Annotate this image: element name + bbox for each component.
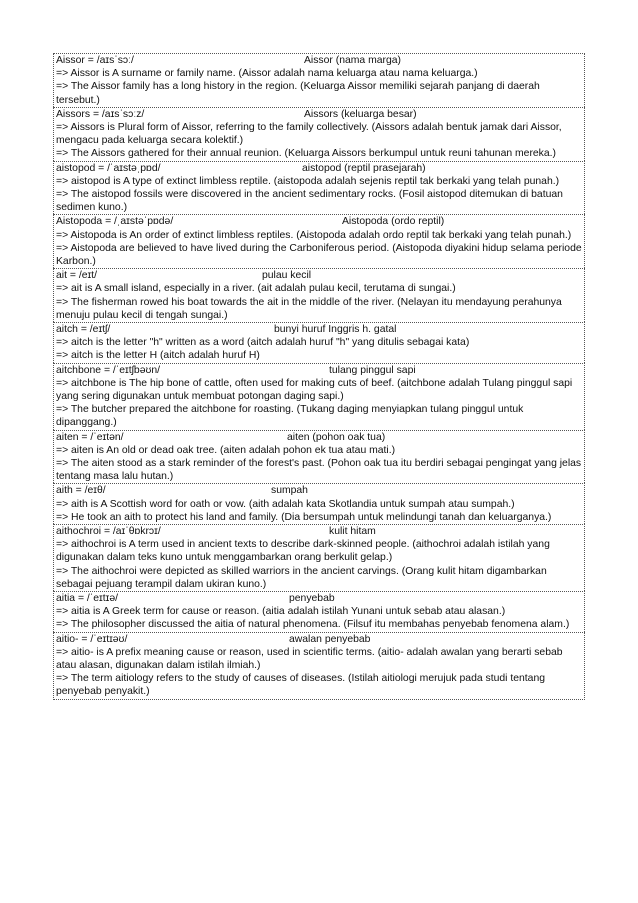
dictionary-entry	[53, 214, 585, 268]
entry-term: aiten = /ˈeɪtən/	[56, 431, 124, 443]
entry-term: aistopod = /ˈaɪstəˌpɒd/	[56, 162, 161, 174]
entry-term: aith = /eɪθ/	[56, 485, 106, 497]
entry-translation: penyebab	[289, 592, 335, 604]
entry-header	[55, 525, 583, 538]
entry-term: Aissors = /aɪsˈsɔːz/	[56, 108, 145, 120]
example-line: => aiten is An old or dead oak tree. (aiten adalah pohon ek tua atau mati.)	[56, 444, 396, 456]
entry-header	[55, 108, 583, 121]
example-line: => aistopod is A type of extinct limbless reptile. (aistopoda adalah sejenis reptil tak berkaki yang telah punah.)	[56, 175, 560, 187]
dictionary-entry	[53, 483, 585, 524]
entry-header	[55, 323, 583, 336]
example-line: => The term aitiology refers to the study of causes of diseases. (Istilah aitiologi merujuk pada studi tentang penyebab penyakit.)	[56, 673, 546, 698]
dictionary-entry	[53, 322, 585, 363]
example-line: => ait is A small island, especially in a river. (ait adalah pulau kecil, terutama di sungai.)	[56, 283, 456, 295]
example-line: => aitio- is A prefix meaning cause or reason, used in scientific terms. (aitio- adalah awalan yang berarti sebab atau alasan, digunakan dalam istilah ilmiah.)	[56, 646, 563, 671]
entry-header	[55, 431, 583, 444]
entry-header	[55, 54, 583, 67]
example-line: => The butcher prepared the aitchbone for roasting. (Tukang daging menyiapkan tulang pinggul untuk dipanggang.)	[56, 404, 524, 429]
example-line: => The aiten stood as a stark reminder of the forest's past. (Pohon oak tua itu berdiri sebagai pengingat yang jelas tentang masa lalu hutan.)	[56, 457, 582, 483]
dictionary-entry	[53, 268, 585, 322]
entry-translation: aistopod (reptil prasejarah)	[302, 162, 426, 174]
entry-header	[55, 592, 583, 605]
entry-term: aithochroi = /aɪˈθɒkrɔɪ/	[56, 525, 161, 537]
entry-translation: bunyi huruf Inggris h. gatal	[274, 323, 397, 335]
example-line: => Aistopoda are believed to have lived during the Carboniferous period. (Aistopoda diyakini hidup selama periode Karbon.)	[56, 242, 582, 267]
entry-term: Aistopoda = /ˌaɪstəˈpɒdə/	[56, 216, 174, 228]
example-line: => Aistopoda is An order of extinct limbless reptiles. (Aistopoda adalah ordo reptil tak berkaki yang telah punah.)	[56, 229, 572, 241]
entry-translation: pulau kecil	[262, 270, 312, 282]
entry-translation: sumpah	[271, 485, 308, 497]
entry-term: aitchbone = /ˈeɪtʃbəʊn/	[56, 364, 161, 376]
example-line: => The aithochroi were depicted as skilled warriors in the ancient carvings. (Orang kulit hitam digambarkan sebagai pejuang terampil dalam ukiran kuno.)	[56, 565, 547, 590]
entry-translation: Aissor (nama marga)	[304, 55, 402, 66]
dictionary-entry	[53, 524, 585, 591]
example-line: => aitia is A Greek term for cause or reason. (aitia adalah istilah Yunani untuk sebab atau alasan.)	[56, 606, 506, 618]
example-line: => aithochroi is A term used in ancient texts to describe dark-skinned people. (aithochroi adalah istilah yang digunakan dalam teks kuno untuk menggambarkan orang berkulit gelap.)	[56, 539, 550, 564]
entry-translation: awalan penyebab	[289, 633, 371, 645]
entry-translation: kulit hitam	[329, 525, 376, 537]
entry-translation: aiten (pohon oak tua)	[287, 431, 386, 443]
entry-translation: tulang pinggul sapi	[329, 364, 416, 376]
example-line: => The philosopher discussed the aitia of natural phenomena. (Filsuf itu membahas penyebab fenomena alam.)	[56, 619, 570, 631]
entry-term: Aissor = /aɪsˈsɔː/	[56, 55, 134, 66]
entry-term: aitia = /ˈeɪtɪə/	[56, 592, 118, 604]
example-line: => aitch is the letter "h" written as a word (aitch adalah huruf "h" yang ditulis sebagai kata)	[56, 337, 470, 349]
example-line: => The fisherman rowed his boat towards the ait in the middle of the river. (Nelayan itu mendayung perahunya menuju pulau kecil di tengah sungai.)	[56, 296, 562, 321]
example-line: => The aistopod fossils were discovered in the ancient sedimentary rocks. (Fosil aistopod ditemukan di batuan sedimen kuno.)	[56, 188, 563, 214]
example-line: => aith is A Scottish word for oath or vow. (aith adalah kata Skotlandia untuk sumpah atau sumpah.)	[56, 498, 515, 510]
entry-header	[55, 364, 583, 377]
example-line: => Aissor is A surname or family name. (Aissor adalah nama keluarga atau nama keluarga.)	[56, 68, 478, 80]
dictionary-page	[53, 53, 585, 700]
entry-translation: Aistopoda (ordo reptil)	[342, 216, 445, 228]
dictionary-entry	[53, 430, 585, 484]
example-line: => aitchbone is The hip bone of cattle, often used for making cuts of beef. (aitchbone adalah Tulang pinggul sapi yang sering digunakan untuk membuat potongan daging sapi.)	[56, 377, 573, 402]
example-line: => The Aissors gathered for their annual reunion. (Keluarga Aissors berkumpul untuk reuni tahunan mereka.)	[56, 148, 557, 160]
dictionary-entry	[53, 161, 585, 215]
entry-term: ait = /eɪt/	[56, 270, 97, 282]
dictionary-entry	[53, 107, 585, 161]
entry-translation: Aissors (keluarga besar)	[304, 108, 417, 120]
entry-header	[55, 633, 583, 646]
dictionary-entry	[53, 363, 585, 430]
entry-header	[55, 162, 583, 175]
dictionary-entry	[53, 632, 585, 700]
entry-header	[55, 215, 583, 228]
entry-header	[55, 484, 583, 497]
dictionary-entry	[53, 53, 585, 107]
example-line: => aitch is the letter H (aitch adalah huruf H)	[56, 350, 260, 362]
example-line: => The Aissor family has a long history in the region. (Keluarga Aissor memiliki sejarah panjang di daerah tersebut.)	[56, 81, 540, 106]
example-line: => He took an aith to protect his land and family. (Dia bersumpah untuk melindungi tanah dan keluarganya.)	[56, 511, 552, 523]
entry-term: aitio- = /ˈeɪtɪəʊ/	[56, 633, 128, 645]
example-line: => Aissors is Plural form of Aissor, referring to the family collectively. (Aissors adalah bentuk jamak dari Aissor, mengacu pada keluarga secara kolektif.)	[56, 121, 562, 147]
dictionary-entry	[53, 591, 585, 632]
entry-header	[55, 269, 583, 282]
entry-term: aitch = /eɪtʃ/	[56, 323, 111, 335]
